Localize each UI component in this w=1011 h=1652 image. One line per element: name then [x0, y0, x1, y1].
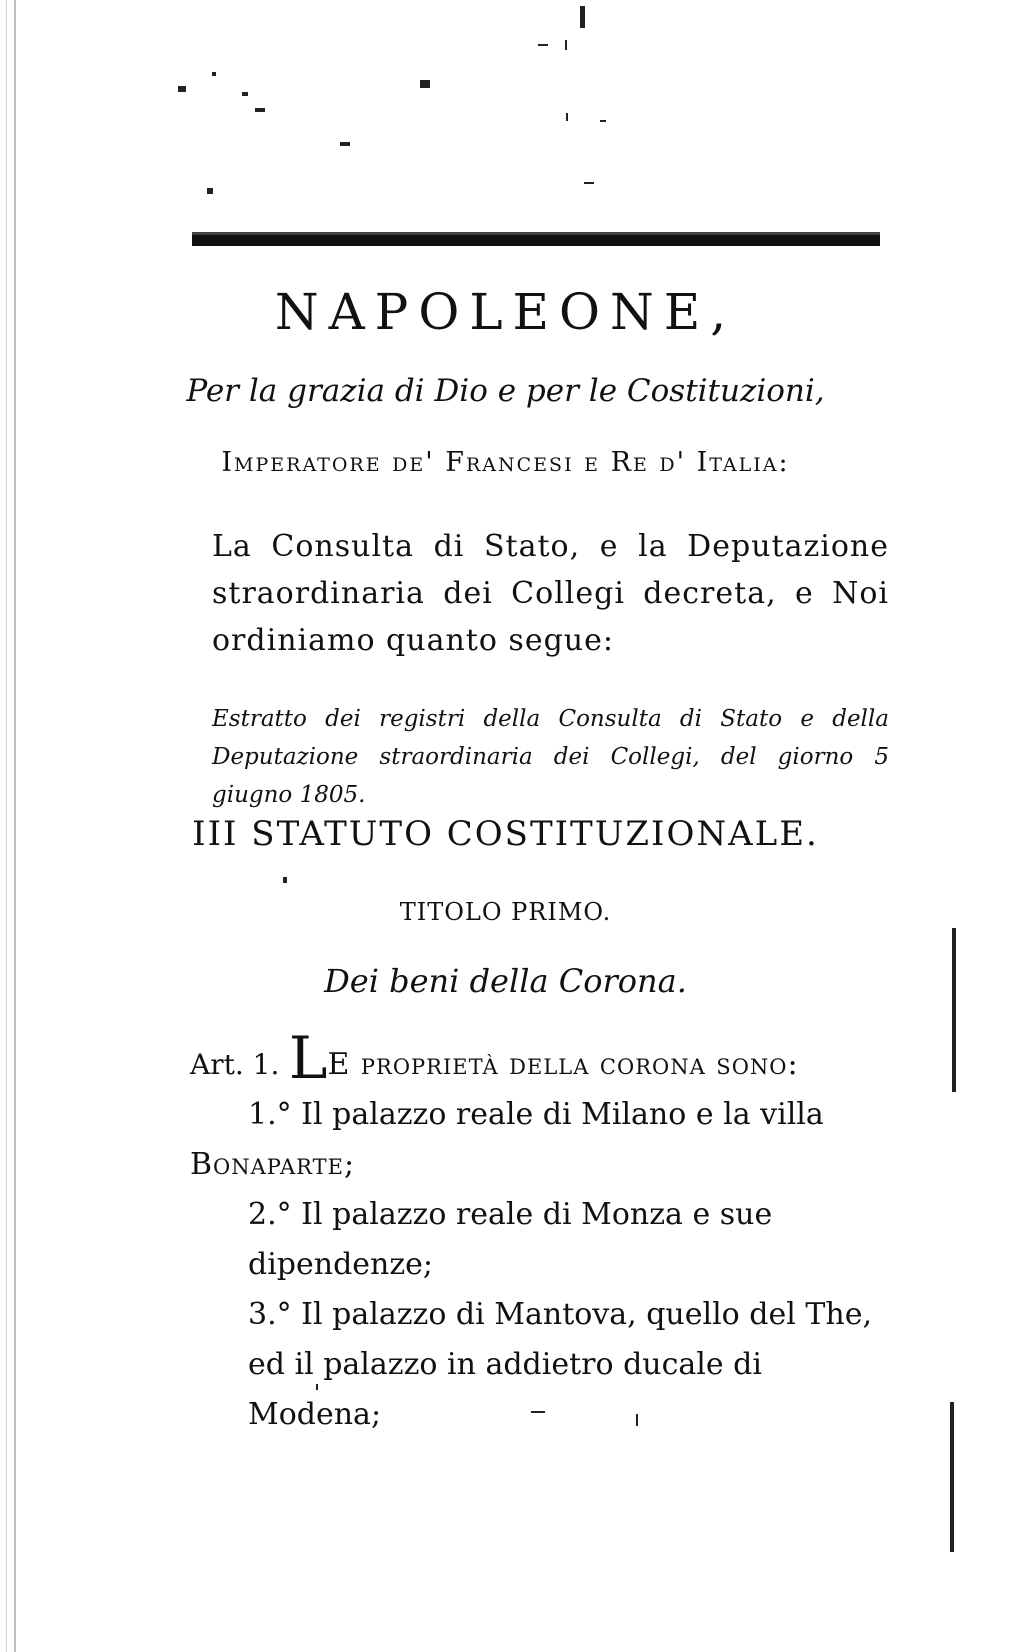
list-item [190, 1090, 890, 1140]
article-label: Art. 1. [190, 1048, 280, 1081]
article-1 [190, 1024, 890, 1440]
drop-capital: L [288, 1024, 328, 1092]
title-one: TITOLO PRIMO. [399, 898, 612, 926]
decorative-rule [192, 232, 880, 246]
margin-mark [952, 928, 956, 1092]
article-opening-line [190, 1024, 890, 1092]
list-item-continuation [190, 1140, 890, 1190]
item-tail: Bonaparte; [190, 1147, 356, 1182]
grace-formula: Per la grazia di Dio e per le Costituzioni, [186, 373, 825, 409]
article-opening: E proprietà della corona sono: [327, 1047, 799, 1082]
item-number: 2.° [248, 1197, 292, 1232]
list-item [190, 1290, 890, 1440]
item-number: 3.° [248, 1297, 292, 1332]
item-text: Il palazzo reale di Milano e la villa [301, 1097, 824, 1132]
margin-mark [950, 1402, 954, 1552]
list-item [190, 1190, 890, 1290]
emperor-title: Imperatore de' Francesi e Re d' Italia: [221, 447, 790, 478]
decree-paragraph: La Consulta di Stato, e la Deputazione straordinaria dei Collegi decreta, e Noi ordiniamo quanto segue: [212, 529, 889, 658]
item-text: Il palazzo reale di Monza e sue dipendenze; [248, 1197, 773, 1282]
item-text: Il palazzo di Mantova, quello del The, ed il palazzo in addietro ducale di Modena; [248, 1297, 872, 1432]
section-subtitle: Dei beni della Corona. [324, 962, 687, 1000]
item-number: 1.° [248, 1097, 292, 1132]
extract-note: Estratto dei registri della Consulta di Stato e della Deputazione straordinaria dei Collegi, del giorno 5 giugno 1805. [212, 706, 889, 808]
heading-title: NAPOLEONE, [274, 283, 737, 341]
statute-title: III STATUTO COSTITUZIONALE. [192, 814, 819, 854]
